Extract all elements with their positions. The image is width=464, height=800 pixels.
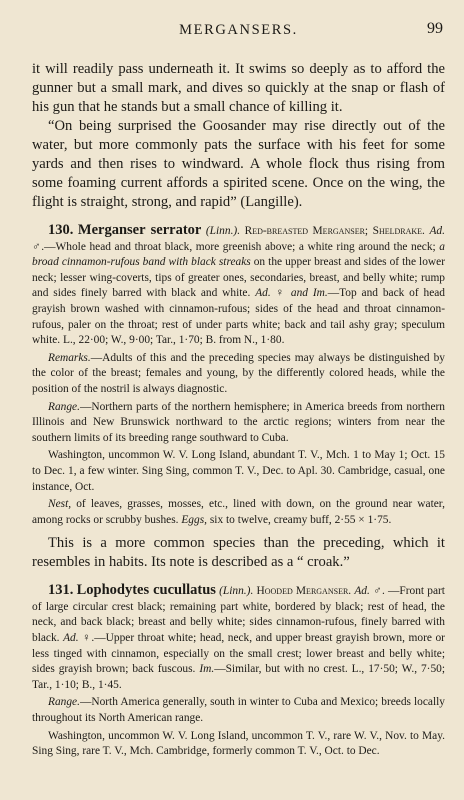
- species-131-common-names: Hooded Merganser.: [256, 585, 352, 598]
- eggs-label: Eggs,: [181, 513, 207, 526]
- species-131-range: [32, 695, 445, 726]
- species-131-description: [32, 583, 445, 693]
- species-130-note: This is a more common species than the preceding, which it resembles in habits. Its note is described as a “ croak.”: [32, 535, 445, 571]
- range-label: Range.: [48, 696, 80, 709]
- range-text: —Northern parts of the northern hemisphere; in America breeds from northern Illinois and New Brunswick northward to the arctic regions; winters from near the southern limits of its breeding range southward to Cuba.: [32, 400, 445, 444]
- remarks-text: —Adults of this and the preceding species may always be distinguished by the color of the breast; females and young, by the differently colored heads, while the position of the nostril is always diagnostic.: [32, 351, 445, 395]
- species-130-description: [32, 223, 445, 349]
- male-symbol: ♂: [32, 240, 42, 253]
- remarks-label: Remarks.: [48, 351, 91, 364]
- species-130-desc-c: —Top and back of head grayish brown washed with cinnamon-rufous; sides of the head and throat cinnamon-rufous, paler on the throat; rest of under parts white; back and tail ashy gray; speculum white. L., 22·00; W., 9·00; Tar., 1·70; B. from N., 1·80.: [32, 287, 445, 347]
- species-131-desc-c: —Similar, but with no crest. L., 17·50; W., 7·50; Tar., 1·10; B., 1·45.: [32, 663, 445, 691]
- species-131-number: 131.: [48, 582, 74, 599]
- running-title: MERGANSERS.: [179, 22, 298, 38]
- species-130-desc-a: .—Whole head and throat black, more greenish above; a white ring around the neck;: [41, 240, 436, 253]
- species-130-common-names: Red-breasted Merganser; Sheldrake.: [244, 225, 425, 237]
- species-130-female-label: Ad. ♀ and Im.: [255, 287, 328, 300]
- species-131-desc-a: . —Front part of large circular crest black; remaining part white, bordered by black; rest of head, the neck, and back black; breast and belly white; sides cinnamon-rufous, finely barred with black.: [32, 585, 445, 645]
- species-130-number: 130.: [48, 222, 74, 238]
- intro-paragraph-1: it will readily pass underneath it. It swims so deeply as to afford the gunner but a small mark, and dives so quickly at the snap or flash of his gun that he stands but a small chance of killing it.: [32, 61, 445, 115]
- page-number: 99: [427, 20, 443, 37]
- species-131-im-label: Im.: [199, 663, 215, 676]
- male-symbol: ♂: [373, 585, 382, 598]
- species-130-remarks: [32, 351, 445, 398]
- species-131-desc-b: .—Upper throat white; head, neck, and upper breast grayish brown, more or less tinged with cinnamon, especially on the small crest; lower breast and belly white; sides grayish brown; back fuscous.: [32, 632, 445, 676]
- species-130-range: [32, 400, 445, 447]
- species-131-female-label: Ad. ♀: [63, 632, 92, 645]
- species-130-desc-italic: a broad cinnamon-rufous band with black streaks: [32, 240, 445, 269]
- intro-paragraph-2: “On being surprised the Goosander may rise directly out of the water, but more commonly pats the surface with his feet for some yards and then rises to windward. A whole flock thus rising from some foaming current affords a spirited scene. Once on the wing, the flight is straight, strong, and rapid” (Langille).: [32, 118, 445, 210]
- species-130-ad-label: Ad.: [429, 225, 445, 237]
- species-130-desc-b: on the upper breast and sides of the lower neck; lesser wing-coverts, tips of greater ones, secondaries, breast, and belly white; rump and sides finely barred with black and white.: [32, 256, 445, 300]
- species-131-authority: (Linn.).: [219, 585, 254, 598]
- species-131-local-records: Washington, uncommon W. V. Long Island, uncommon T. V., rare W. V., Nov. to May. Sing Sing, rare T. V., Mch. Cambridge, formerly common T. V., Oct. to Dec.: [32, 729, 445, 758]
- species-131-name: Lophodytes cucullatus: [76, 582, 216, 599]
- species-130-authority: (Linn.).: [205, 225, 241, 237]
- eggs-text: six to twelve, creamy buff, 2·55 × 1·75.: [209, 513, 392, 526]
- nest-text: of leaves, grasses, mosses, etc., lined with down, on the ground near water, among rocks or scrubby bushes.: [32, 498, 445, 526]
- species-130-local-records: Washington, uncommon W. V. Long Island, abundant T. V., Mch. 1 to May 1; Oct. 15 to Dec. 1, a few winter. Sing Sing, common T. V., Dec. to Apl. 30. Cambridge, casual, one instance, Oct.: [32, 449, 445, 493]
- species-130-nest: [32, 497, 445, 528]
- species-130-name: Merganser serrator: [77, 222, 202, 238]
- species-131-ad-label: Ad.: [354, 585, 370, 598]
- page-header: [32, 0, 445, 60]
- range-text: —North America generally, south in winter to Cuba and Mexico; breeds locally throughout its North American range.: [32, 696, 445, 725]
- nest-label: Nest,: [48, 498, 72, 511]
- range-label: Range.: [48, 400, 80, 413]
